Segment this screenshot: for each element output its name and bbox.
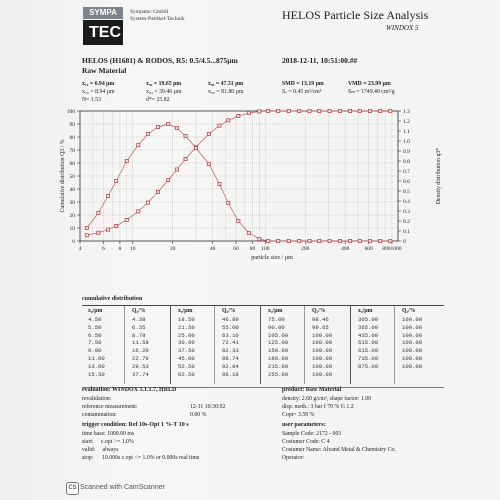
table-column-divider <box>394 306 395 384</box>
table-cell-size: 255.00 <box>268 370 289 378</box>
table-cell-size: 25.00 <box>178 331 195 339</box>
table-cell-q3: 8.78 <box>132 331 146 339</box>
cumulative-point <box>258 110 261 113</box>
density-point <box>207 162 210 165</box>
logo-bottom-text: TEC <box>83 20 123 45</box>
density-point <box>137 143 140 146</box>
table-cell-size: 150.00 <box>268 347 289 355</box>
table-cell-size: 615.00 <box>358 347 379 355</box>
y-right-tick-label: 0.4 <box>403 199 410 205</box>
stat-x50: x₅₀ = 19.65 µm <box>146 81 182 87</box>
table-cell-size: 75.00 <box>268 316 285 323</box>
company-name: Sympatec GmbH <box>130 9 169 15</box>
y-left-tick-label: 0 <box>72 239 75 245</box>
y-left-tick-label: 30 <box>69 200 75 206</box>
cumulative-point <box>277 109 280 112</box>
x-tick-label: 6 <box>101 246 105 252</box>
stat-dstar: d*= 25.82 <box>146 97 170 103</box>
table-cell-size: 45.00 <box>178 355 195 362</box>
table-cell-q3: 100.00 <box>312 339 333 347</box>
table-cell-size: 37.50 <box>178 347 195 355</box>
table-cell-q3: 100.00 <box>312 355 333 362</box>
x-tick-label: 200 <box>301 246 310 252</box>
cumulative-point <box>106 228 109 231</box>
density-point <box>247 231 250 234</box>
table-cell-q3: 100.00 <box>312 347 333 355</box>
density-point <box>389 239 392 242</box>
table-header: Q₃/% <box>132 308 146 314</box>
trigger-start: start: c.opt >= 1.0% <box>82 439 134 445</box>
logo-top-text: SYMPA <box>83 7 123 19</box>
scanner-watermark: Scanned with CamScanner <box>80 484 165 491</box>
table-cell-q3: 37.74 <box>132 370 149 378</box>
product-dispersion: disp. meth.: 3 bar f 70 % G 1.2 <box>282 404 354 410</box>
table-cell-q3: 92.84 <box>222 362 239 370</box>
table-cell-q3: 55.00 <box>222 323 239 331</box>
cumulative-point <box>308 109 311 112</box>
software-version: WINDOX 5 <box>386 24 419 32</box>
table-cell-size: 215.00 <box>268 362 289 370</box>
cumulative-point <box>97 231 100 234</box>
cumulative-point <box>137 210 140 213</box>
table-cell-q3: 63.10 <box>222 331 239 339</box>
evaluation-revalidation: revalidation: <box>82 396 112 402</box>
cumulative-point <box>85 234 88 237</box>
x-tick-label: 40 <box>209 246 216 252</box>
table-cell-q3: 29.53 <box>132 362 149 370</box>
table-top-rule <box>82 305 444 306</box>
camscanner-icon: CS <box>66 482 79 495</box>
stat-sm: Sₘ = 1749.40 cm²/g <box>348 89 395 95</box>
y-left-tick-label: 40 <box>69 187 75 193</box>
y-axis-right-label: Density distribution q3* <box>436 147 442 205</box>
density-point <box>218 182 221 185</box>
stat-x16: x₁₆ = 8.94 µm <box>82 89 115 95</box>
table-cell-q3: 98.46 <box>312 316 329 323</box>
density-point <box>167 122 170 125</box>
table-title: cumulative distribution <box>82 296 143 302</box>
cumulative-q3-line <box>87 111 391 235</box>
table-header: x₀/µm <box>268 308 283 314</box>
table-cell-q3: 11.58 <box>132 339 149 347</box>
density-point <box>308 239 311 242</box>
table-cell-q3: 88.74 <box>222 355 239 362</box>
y-right-tick-label: 0.3 <box>403 209 410 215</box>
stat-vmd: VMD = 23.99 µm <box>348 81 391 87</box>
cumulative-point <box>379 109 382 112</box>
x-tick-label: 600 <box>364 246 373 252</box>
cumulative-point <box>156 190 159 193</box>
table-cell-q3: 100.00 <box>402 355 423 362</box>
table-cell-q3: 100.00 <box>312 331 333 339</box>
product-density: density: 2.60 g/cm³, shape factor: 1.00 <box>282 396 371 402</box>
table-cell-size: 18.50 <box>178 316 195 323</box>
x-tick-label: 60 <box>233 246 239 252</box>
trigger-stop: stop: 10.000s c.opt <= 1.0% or 0.000s real time <box>82 455 200 461</box>
y-right-tick-label: 1.3 <box>403 109 410 115</box>
density-point <box>379 239 382 242</box>
x-tick-label: 8 <box>118 246 122 252</box>
table-cell-q3: 100.00 <box>312 362 333 370</box>
density-point <box>115 179 118 182</box>
density-point <box>318 239 321 242</box>
table-cell-size: 125.00 <box>268 339 289 347</box>
chart-axes <box>67 109 410 252</box>
cumulative-point <box>368 109 371 112</box>
y-axis-left-label: Cumulative distribution Q3 / % <box>60 139 66 213</box>
density-point <box>368 239 371 242</box>
evaluation-contamination-value: 0.00 % <box>190 412 207 418</box>
density-point <box>227 201 230 204</box>
table-cell-q3: 100.00 <box>402 331 423 339</box>
cumulative-point <box>146 201 149 204</box>
y-left-tick-label: 20 <box>69 213 75 219</box>
table-header: x₀/µm <box>88 308 103 314</box>
product-copt: Copt= 3.59 % <box>282 412 315 418</box>
x-tick-label: 8001000 <box>382 246 402 252</box>
density-point <box>338 239 341 242</box>
table-cell-q3: 72.41 <box>222 339 239 347</box>
table-column-divider <box>124 306 125 384</box>
density-point <box>146 132 149 135</box>
y-right-tick-label: 0.1 <box>403 229 410 235</box>
table-cell-size: 90.00 <box>268 323 285 331</box>
material-name: Raw Material <box>82 66 127 75</box>
table-cell-size: 435.00 <box>358 331 379 339</box>
stat-smd: SMD = 13.19 µm <box>282 81 324 87</box>
table-column-divider <box>304 306 305 384</box>
table-cell-size: 305.00 <box>358 316 379 323</box>
density-point <box>258 237 261 240</box>
table-cell-size: 105.00 <box>268 331 289 339</box>
user-costumer-name: Costumer Name: Alvand Metal & Chemistry Co. <box>282 447 396 453</box>
y-right-tick-label: 0.7 <box>403 169 410 175</box>
evaluation-reference-label: reference measurement: <box>82 404 138 410</box>
table-cell-size: 15.50 <box>88 370 105 378</box>
stat-n: N= 1.53 <box>82 97 102 103</box>
table-cell-size: 9.00 <box>88 347 102 355</box>
table-header: x₀/µm <box>178 308 193 314</box>
density-point <box>106 194 109 197</box>
user-operator: Operator: <box>282 455 305 461</box>
cumulative-point <box>227 119 230 122</box>
cumulative-point <box>298 109 301 112</box>
table-cell-size: 52.50 <box>178 362 195 370</box>
y-left-tick-label: 70 <box>69 148 75 154</box>
product-title: product: Raw Material <box>282 387 342 393</box>
table-cell-size: 5.50 <box>88 323 102 331</box>
table-cell-q3: 4.38 <box>132 316 146 323</box>
density-point <box>125 159 128 162</box>
density-point <box>348 239 351 242</box>
cumulative-point <box>287 109 290 112</box>
density-point <box>194 146 197 149</box>
cumulative-point <box>328 109 331 112</box>
table-cell-q3: 46.89 <box>222 316 239 323</box>
table-cell-size: 62.50 <box>178 370 195 378</box>
table-column-divider <box>350 306 351 384</box>
cumulative-point <box>218 124 221 127</box>
table-cell-q3: 100.00 <box>402 362 423 370</box>
density-q3-line <box>87 124 391 241</box>
cumulative-point <box>115 224 118 227</box>
y-right-tick-label: 0.6 <box>403 179 410 185</box>
trigger-valid: valid: always <box>82 447 119 453</box>
y-left-tick-label: 10 <box>69 226 75 232</box>
table-header: Q₃/% <box>312 308 326 314</box>
measurement-datetime: 2018-12-11, 10:51:00.## <box>282 56 358 65</box>
trigger-title: trigger condition: Ref 10s-Opt 1 %-T 10 s <box>82 422 189 428</box>
density-point <box>267 239 270 242</box>
y-right-tick-label: 0.8 <box>403 159 410 165</box>
x-axis-label: particle size / µm <box>251 255 293 261</box>
user-params-title: user parameters: <box>282 422 326 428</box>
company-subtitle: System-Partikel-Technik <box>130 16 185 22</box>
cumulative-point <box>338 109 341 112</box>
cumulative-point <box>184 157 187 160</box>
y-right-tick-label: 0 <box>403 239 406 245</box>
stat-x84: x₈₄ = 39.46 µm <box>146 89 182 95</box>
table-header: x₀/µm <box>358 308 373 314</box>
density-point <box>97 211 100 214</box>
table-cell-q3: 100.00 <box>312 370 333 378</box>
y-left-tick-label: 60 <box>69 161 75 167</box>
cumulative-point <box>267 109 270 112</box>
y-right-tick-label: 1.0 <box>403 139 410 145</box>
table-header: Q₃/% <box>402 308 416 314</box>
table-cell-size: 30.00 <box>178 339 195 347</box>
evaluation-reference-value: 12-11 10:30:02 <box>190 404 226 410</box>
table-cell-q3: 6.35 <box>132 323 146 331</box>
table-cell-size: 180.00 <box>268 355 289 362</box>
x-tick-label: 10 <box>130 246 136 252</box>
stat-x10: x₁₀ = 6.94 µm <box>82 81 115 87</box>
table-cell-size: 875.00 <box>358 362 379 370</box>
trigger-time-base: time base: 1000.00 ms <box>82 431 135 437</box>
table-cell-q3: 99.65 <box>312 323 329 331</box>
density-point <box>85 226 88 229</box>
y-right-tick-label: 1.1 <box>403 129 410 135</box>
x-tick-label: 80 <box>249 246 256 252</box>
y-left-tick-label: 80 <box>69 135 75 141</box>
table-cell-size: 13.00 <box>88 362 105 370</box>
table-column-divider <box>214 306 215 384</box>
table-header: Q₃/% <box>222 308 236 314</box>
cumulative-point <box>247 111 250 114</box>
cumulative-point <box>318 109 321 112</box>
y-right-tick-label: 0.9 <box>403 149 410 155</box>
x-tick-label: 4 <box>78 246 82 252</box>
stat-sv: Sᵥ = 0.45 m²/cm³ <box>282 89 322 95</box>
cumulative-point <box>348 109 351 112</box>
cumulative-point <box>358 109 361 112</box>
table-column-divider <box>170 306 171 384</box>
y-left-tick-label: 100 <box>66 109 75 115</box>
table-column-divider <box>260 306 261 384</box>
density-point <box>298 239 301 242</box>
cumulative-point <box>207 132 210 135</box>
density-point <box>237 219 240 222</box>
cumulative-point <box>125 218 128 221</box>
density-point <box>277 239 280 242</box>
x-tick-label: 400 <box>341 246 350 252</box>
table-cell-size: 4.50 <box>88 316 102 323</box>
cumulative-point <box>167 178 170 181</box>
table-cell-q3: 100.00 <box>402 323 423 331</box>
table-cell-q3: 82.33 <box>222 347 239 355</box>
density-point <box>287 239 290 242</box>
y-right-tick-label: 0.5 <box>403 189 410 195</box>
density-point <box>358 239 361 242</box>
cumulative-point <box>175 168 178 171</box>
table-cell-size: 515.00 <box>358 339 379 347</box>
cumulative-point <box>389 109 392 112</box>
user-costumer-code: Costumer Code: C 4 <box>282 439 330 445</box>
table-cell-q3: 96.18 <box>222 370 239 378</box>
evaluation-title: evaluation: WINDOX 5.1.1.7, HRLD <box>82 387 177 393</box>
table-cell-size: 365.00 <box>358 323 379 331</box>
y-left-tick-label: 90 <box>69 122 75 128</box>
y-right-tick-label: 1.2 <box>403 119 410 125</box>
density-point <box>175 126 178 129</box>
table-cell-size: 6.50 <box>88 331 102 339</box>
user-sample-code: Sample Code: 2172 - 003 <box>282 431 342 437</box>
stat-x90: x₉₀ = 47.31 µm <box>208 81 244 87</box>
density-point <box>328 239 331 242</box>
table-cell-q3: 22.79 <box>132 355 149 362</box>
table-cell-size: 21.50 <box>178 323 195 331</box>
density-point <box>156 125 159 128</box>
instrument-line: HELOS (H1681) & RODOS, R5: 0.5/4.5...875µm <box>82 56 238 65</box>
table-cell-q3: 100.00 <box>402 347 423 355</box>
table-cell-size: 735.00 <box>358 355 379 362</box>
x-tick-label: 20 <box>169 246 176 252</box>
cumulative-point <box>237 114 240 117</box>
table-cell-q3: 16.20 <box>132 347 149 355</box>
density-point <box>184 134 187 137</box>
y-right-tick-label: 0.2 <box>403 219 410 225</box>
stat-x99: x₉₉ = 81.80 µm <box>208 89 244 95</box>
table-cell-size: 11.00 <box>88 355 105 362</box>
report-title: HELOS Particle Size Analysis <box>282 8 429 22</box>
y-left-tick-label: 50 <box>69 174 75 180</box>
table-cell-q3: 100.00 <box>402 339 423 347</box>
table-cell-size: 7.50 <box>88 339 102 347</box>
x-tick-label: 100 <box>261 246 270 252</box>
evaluation-contamination-label: contamination: <box>82 412 117 418</box>
table-cell-q3: 100.00 <box>402 316 423 323</box>
